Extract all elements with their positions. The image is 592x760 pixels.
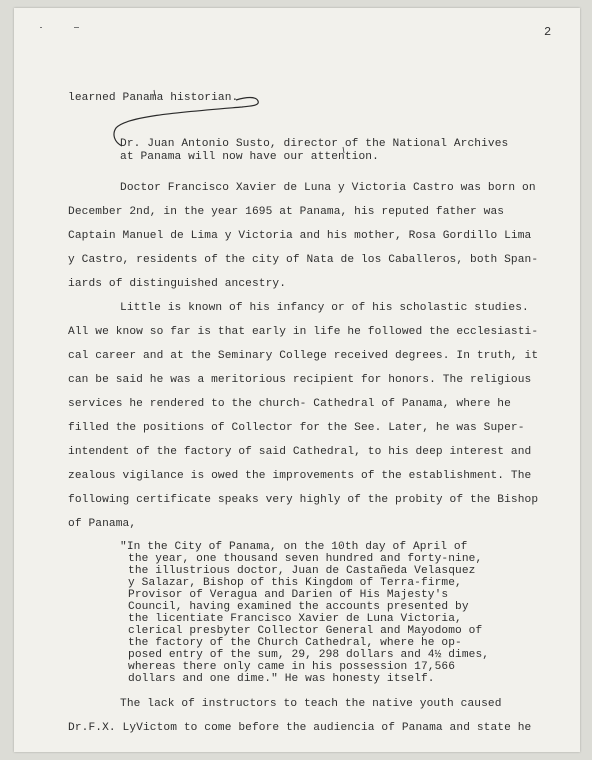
text-line: All we know so far is that early in life he followed the ecclesiasti- xyxy=(68,326,539,338)
text-line: Little is known of his infancy or of his scholastic studies. xyxy=(120,302,529,314)
quote-line: whereas there only came in his possession 17,566 xyxy=(128,661,456,673)
text-line: filled the positions of Collector for the See. Later, he was Super- xyxy=(68,422,525,434)
quote-line: posed entry of the sum, 29, 298 dollars and 4½ dimes, xyxy=(128,649,490,661)
text-line: learned Panama historian. xyxy=(68,92,239,104)
text-line: Dr. Juan Antonio Susto, director of the National Archives xyxy=(120,138,509,150)
quote-line: Council, having examined the accounts presented by xyxy=(128,601,469,613)
text-line: Captain Manuel de Lima y Victoria and his mother, Rosa Gordillo Lima xyxy=(68,230,532,242)
quote-line: the licentiate Francisco Xavier de Luna Victoria, xyxy=(128,613,462,625)
text-line: cal career and at the Seminary College received degrees. In truth, it xyxy=(68,350,539,362)
text-line: following certificate speaks very highly of the probity of the Bishop xyxy=(68,494,539,506)
text-line: at Panama will now have our attention. xyxy=(120,151,379,163)
quote-line: "In the City of Panama, on the 10th day of April of xyxy=(120,541,468,553)
text-line: y Castro, residents of the city of Nata de los Caballeros, both Span- xyxy=(68,254,539,266)
quote-line: the year, one thousand seven hundred and forty-nine, xyxy=(128,553,483,565)
text-line: can be said he was a meritorious recipient for honors. The religious xyxy=(68,374,532,386)
quote-line: Provisor of Veragua and Darien of His Majesty's xyxy=(128,589,449,601)
page-number: 2 xyxy=(544,25,552,39)
document-page xyxy=(14,8,580,752)
text-line: iards of distinguished ancestry. xyxy=(68,278,287,290)
text-line: Doctor Francisco Xavier de Luna y Victoria Castro was born on xyxy=(120,182,536,194)
text-line: zealous vigilance is owed the improvements of the establishment. The xyxy=(68,470,532,482)
text-line: The lack of instructors to teach the native youth caused xyxy=(120,698,502,710)
quote-line: clerical presbyter Collector General and Mayodomo of xyxy=(128,625,483,637)
text-line: Dr.F.X. LyVictom to come before the audiencia of Panama and state he xyxy=(68,722,532,734)
text-line: intendent of the factory of said Cathedral, to his deep interest and xyxy=(68,446,532,458)
quote-line: dollars and one dime." He was honesty itself. xyxy=(128,673,435,685)
text-line: services he rendered to the church- Cathedral of Panama, where he xyxy=(68,398,511,410)
text-line: December 2nd, in the year 1695 at Panama, his reputed father was xyxy=(68,206,505,218)
quote-line: the illustrious doctor, Juan de Castañeda Velasquez xyxy=(128,565,476,577)
quote-line: the factory of the Church Cathedral, where he op- xyxy=(128,637,462,649)
text-line: of Panama, xyxy=(68,518,137,530)
quote-line: y Salazar, Bishop of this Kingdom of Terra-firme, xyxy=(128,577,462,589)
